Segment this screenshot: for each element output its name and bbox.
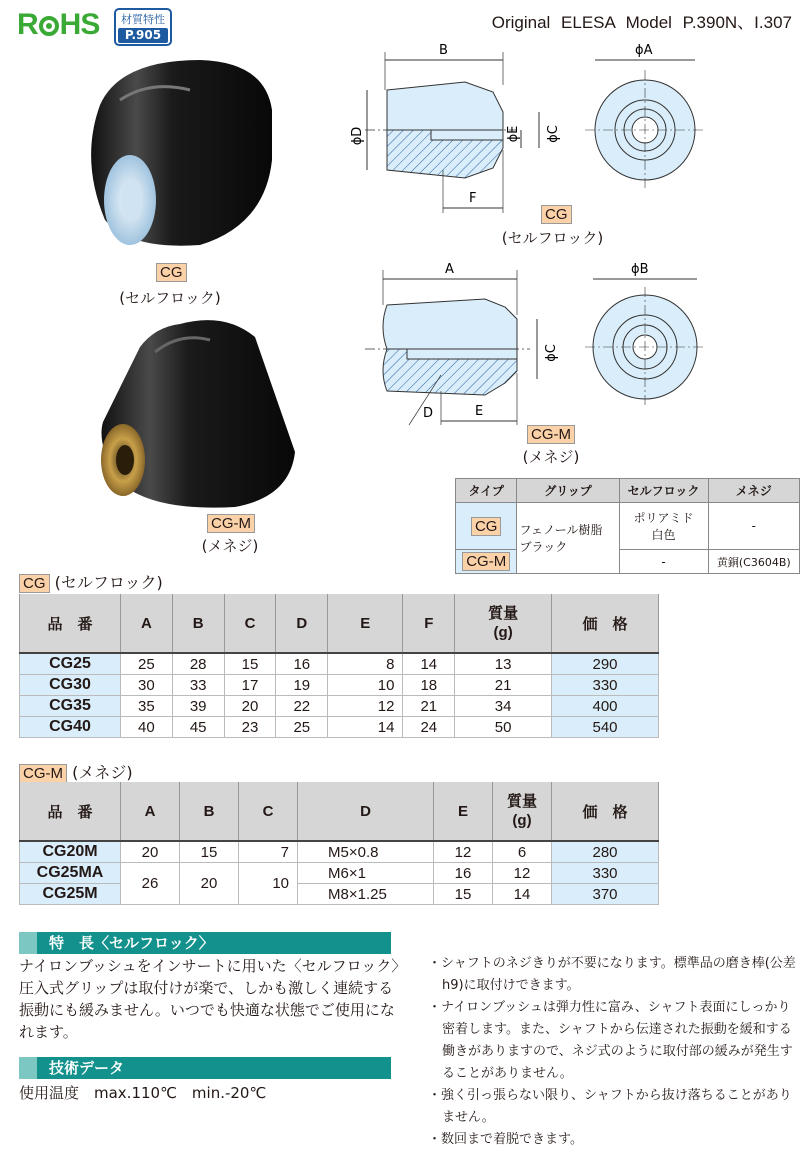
mat-header-type: タイプ xyxy=(456,479,517,503)
cgm-technical-drawing xyxy=(325,255,710,430)
cgm-product-photo xyxy=(85,312,305,512)
dim-phib-label: ϕB xyxy=(631,262,649,277)
mat-type-cgm: CG-M xyxy=(462,552,510,571)
list-item: ・数回まで着脱できます。 xyxy=(428,1132,583,1147)
features-text: ナイロンブッシュをインサートに用いた〈セルフロック〉圧入式グリップは取付けが楽で、しかも激しく連続する振動にも緩みません。いつでも快適な状態でご使用になれます。 xyxy=(19,957,399,1041)
dim-e-label: E xyxy=(475,404,484,419)
mat-header-meneji: メネジ xyxy=(708,479,799,503)
mat-type-cg: CG xyxy=(471,517,502,536)
mat-selflock-cg: ポリアミド 白色 xyxy=(619,503,708,550)
features-header: 特 長〈セルフロック〉 xyxy=(19,932,391,954)
mat-header-selflock: セルフロック xyxy=(619,479,708,503)
drawing2-caption: (メネジ) xyxy=(522,448,580,466)
dim-b-label: B xyxy=(439,43,448,58)
dim-f-label: F xyxy=(469,191,477,206)
dim-phid-label: ϕD xyxy=(350,126,365,146)
original-model-text: Original ELESA Model P.390N、I.307 xyxy=(491,13,792,32)
dim-d-label: D xyxy=(423,406,434,421)
cgm-spec-table: 品 番 A B C D E 質量 (g) 価 格 CG20M 20 15 7 M5×0.8 12 6 280 CG25MA 26 20 10 M6×1 16 12 330 CG25M M8×1.25 15 14 370 xyxy=(19,782,659,905)
table-row: CG40 40 45 23 25 14 24 50 540 xyxy=(20,717,659,738)
cgm-table-title: CG-M (メネジ) xyxy=(19,760,133,783)
photo1-tag: CG xyxy=(156,262,187,281)
dim-phic2-label: ϕC xyxy=(544,344,559,362)
techdata-header: 技術データ xyxy=(19,1057,391,1079)
drawing1-tag: CG xyxy=(541,204,572,223)
cg-table-title: CG (セルフロック) xyxy=(19,570,163,593)
mat-meneji-cgm: 黄銅(C3604B) xyxy=(708,550,799,574)
mat-grip-cell: フェノール樹脂 ブラック xyxy=(517,503,619,574)
dim-phic-label: ϕC xyxy=(546,125,561,143)
feature-bullets xyxy=(428,953,803,1151)
mat-header-grip: グリップ xyxy=(517,479,619,503)
cg-technical-drawing xyxy=(325,30,710,215)
photo2-caption: (メネジ) xyxy=(201,537,259,555)
list-item: ・ナイロンブッシュは弾力性に富み、シャフト表面にしっかり密着します。また、シャフトから伝達された振動を緩和する働きがありますので、ネジ式のように取付部の緩みが発生することがありません。 xyxy=(428,1000,793,1081)
drawing1-caption: (セルフロック) xyxy=(501,229,604,247)
dim-a-label: A xyxy=(445,262,454,277)
mat-meneji-cg: - xyxy=(708,503,799,550)
photo2-tag: CG-M xyxy=(207,513,255,532)
photo1-caption: (セルフロック) xyxy=(119,289,221,307)
mat-selflock-cgm: - xyxy=(619,550,708,574)
rohs-logo: R HS xyxy=(17,8,100,41)
list-item: ・強く引っ張らない限り、シャフトから抜け落ちることがありません。 xyxy=(428,1088,792,1125)
table-row: CG25 25 28 15 16 8 14 13 290 xyxy=(20,653,659,675)
table-row: CG30 30 33 17 19 10 18 21 330 xyxy=(20,675,659,696)
table-row: CG25M M8×1.25 15 14 370 xyxy=(20,884,659,905)
techdata-text: 使用温度 max.110℃ min.-20℃ xyxy=(19,1084,267,1102)
cg-product-photo xyxy=(60,50,300,250)
table-row: CG35 35 39 20 22 12 21 34 400 xyxy=(20,696,659,717)
table-row: CG20M 20 15 7 M5×0.8 12 6 280 xyxy=(20,841,659,863)
dim-phie-label: ϕE xyxy=(506,125,521,143)
material-table xyxy=(455,478,800,574)
rohs-o-mark xyxy=(39,16,59,36)
drawing2-tag: CG-M xyxy=(527,424,575,443)
material-badge[interactable]: 材質特性 P.905 xyxy=(114,8,172,46)
dim-phia-label: ϕA xyxy=(635,43,653,58)
table-row: CG25MA 26 20 10 M6×1 16 12 330 xyxy=(20,863,659,884)
cg-spec-table: 品 番 A B C D E F 質量 (g) 価 格 CG25 25 28 15 16 8 14 13 290 CG30 30 33 17 19 10 18 21 330 CG35 35 39 20 22 12 21 34 400 CG40 40 45 23 25 14 24 50 540 xyxy=(19,594,659,738)
list-item: ・シャフトのネジきりが不要になります。標準品の磨き棒(公差h9)に取付けできます。 xyxy=(428,956,796,993)
